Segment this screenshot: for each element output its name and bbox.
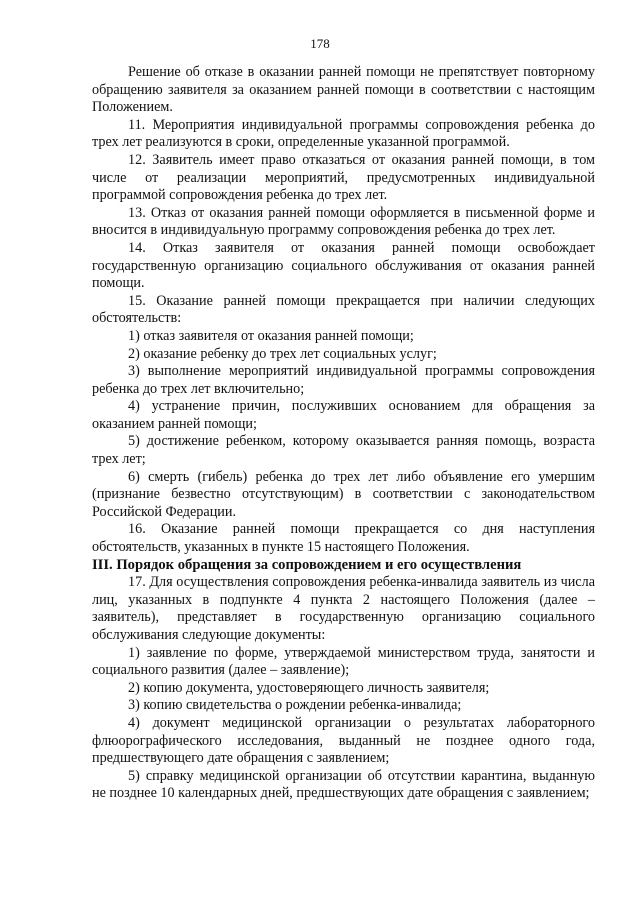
list-item: 3) выполнение мероприятий индивидуальной программы сопровождения ребенка до трех лет включительно; (92, 363, 595, 397)
list-item: 2) оказание ребенку до трех лет социальных услуг; (128, 345, 437, 362)
section-title: III. Порядок обращения за сопровождением и его осуществления (92, 556, 522, 573)
list-item: 5) справку медицинской организации об отсутствии карантина, выданную не позднее 10 календарных дней, предшествующих дате обращения с заявлением; (92, 767, 595, 802)
list-item: 3) копию свидетельства о рождении ребенка-инвалида; (128, 697, 462, 714)
list-item: 1) заявление по форме, утверждаемой министерством труда, занятости и социального развития (далее – заявление); (92, 644, 595, 679)
document-body (92, 64, 595, 803)
paragraph-12: 12. Заявитель имеет право отказаться от оказания ранней помощи, в том числе от реализации мероприятий, предусмотренных индивидуальной программой сопровождения ребенка до трех лет. (92, 151, 595, 204)
list-item: 5) достижение ребенком, которому оказывается ранняя помощь, возраста трех лет; (92, 433, 595, 468)
page-number: 178 (310, 36, 330, 51)
paragraph-14: 14. Отказ заявителя от оказания ранней помощи освобождает государственную организацию социального обслуживания от оказания ранней помощи. (92, 239, 595, 292)
paragraph-15: 15. Оказание ранней помощи прекращается при наличии следующих обстоятельств: (92, 292, 595, 327)
list-item: 4) документ медицинской организации о результатах лабораторного флюорографического исследования, выданный не позднее одного года, предшествующего дате обращения с заявлением; (92, 714, 595, 767)
list-item: 4) устранение причин, послуживших основанием для обращения за оказанием ранней помощи; (92, 398, 595, 432)
list-item: 6) смерть (гибель) ребенка до трех лет либо объявление его умершим (признание безвестно отсутствующим) в соответствии с законодательством Российской Федерации. (92, 468, 595, 520)
paragraph-11: 11. Мероприятия индивидуальной программы сопровождения ребенка до трех лет реализуются в сроки, определенные указанной программой. (92, 116, 595, 151)
paragraph: Решение об отказе в оказании ранней помощи не препятствует повторному обращению заявителя за оказанием ранней помощи в соответствии с настоящим Положением. (92, 64, 595, 116)
paragraph-13: 13. Отказ от оказания ранней помощи оформляется в письменной форме и вносится в индивидуальную программу сопровождения ребенка до трех лет. (92, 204, 595, 239)
list-item: 2) копию документа, удостоверяющего личность заявителя; (128, 679, 490, 696)
paragraph-16: 16. Оказание ранней помощи прекращается со дня наступления обстоятельств, указанных в пункте 15 настоящего Положения. (92, 521, 595, 556)
list-item: 1) отказ заявителя от оказания ранней помощи; (128, 327, 414, 344)
paragraph-17: 17. Для осуществления сопровождения ребенка-инвалида заявитель из числа лиц, указанных в подпункте 4 пункта 2 настоящего Положения (далее – заявитель), представляет в государственную организацию социального обслуживания следующие документы: (92, 574, 595, 643)
